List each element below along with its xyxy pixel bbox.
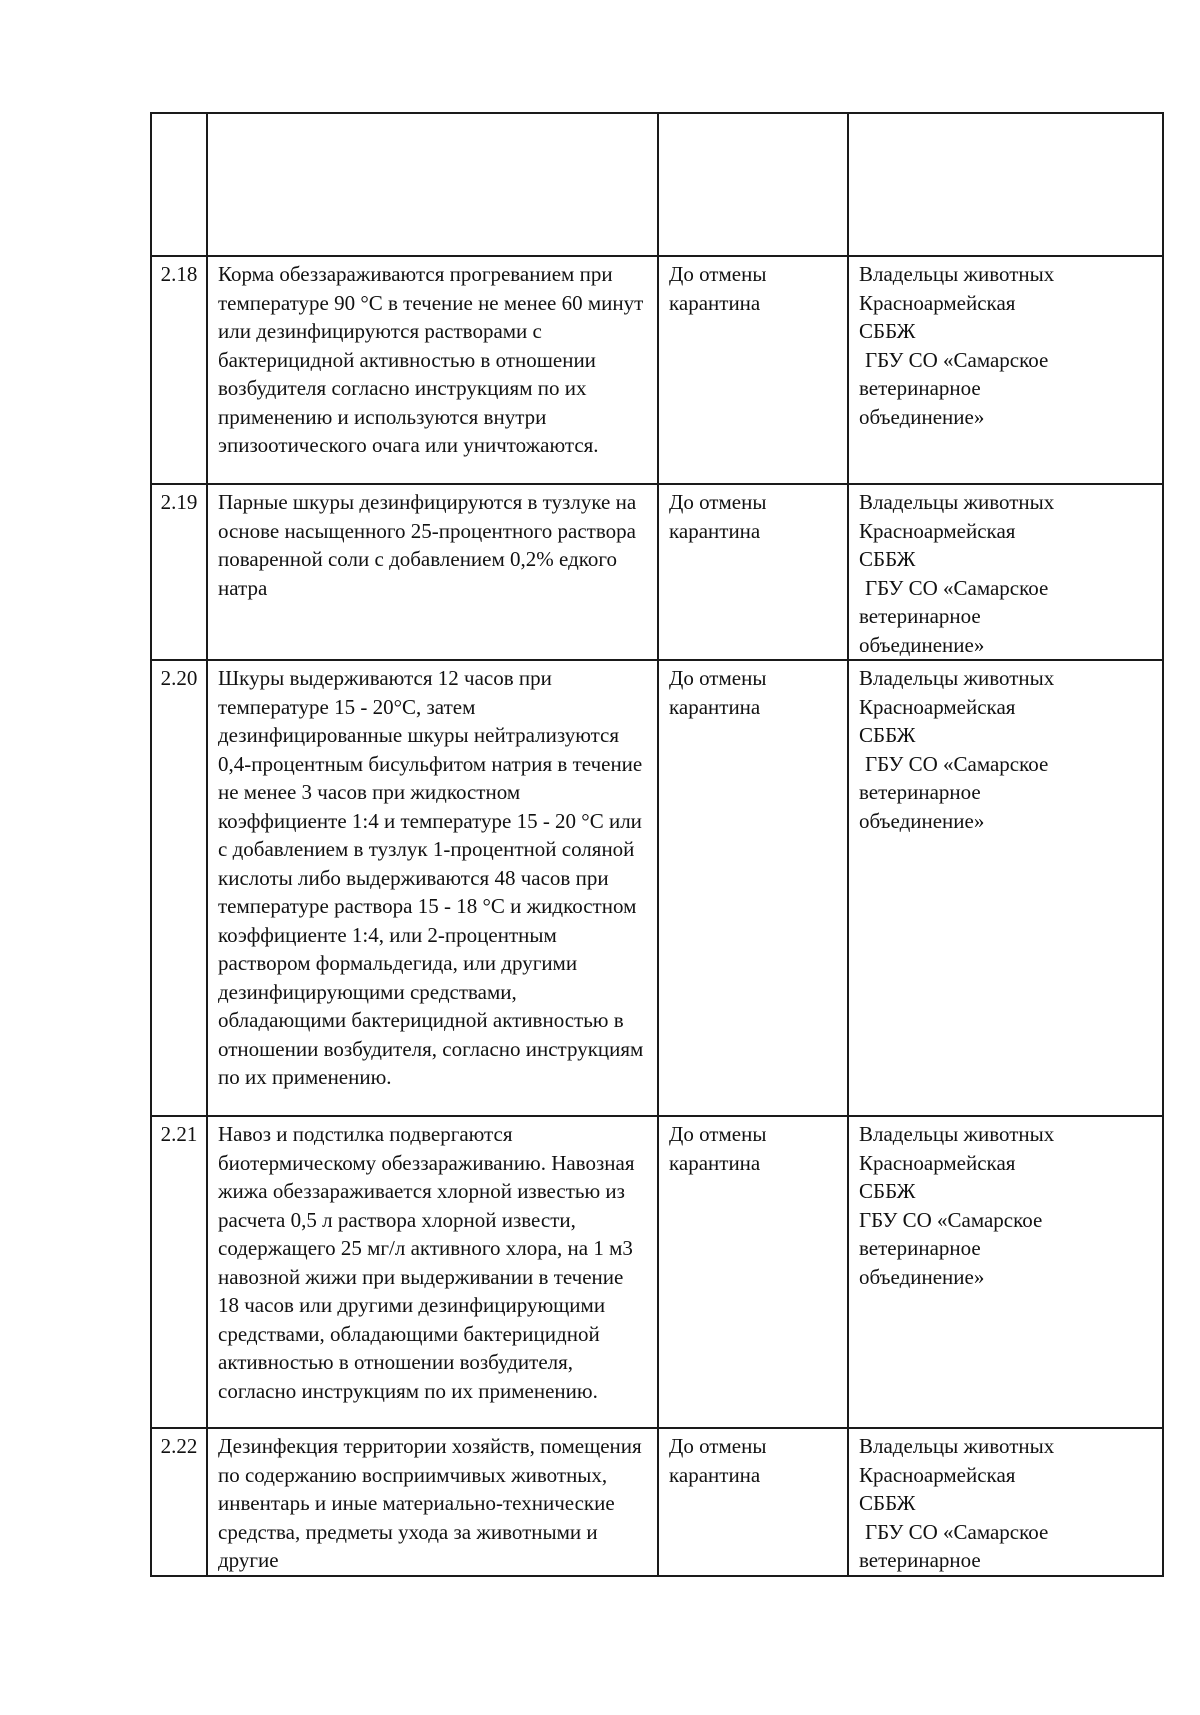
row-number: 2.18 xyxy=(160,262,198,286)
responsible-line: ветеринарное xyxy=(859,780,981,804)
measure-cell xyxy=(207,484,658,660)
measure-text: Шкуры выдерживаются 12 часов при температуре 15 - 20°С, затем дезинфицированные шкуры нейтрализуются 0,4-процентным бисульфитом натрия в течение не менее 3 часов при жидкостном коэффициенте 1:4 и температуре 15 - 20 °С или с добавлением в тузлук 1-процентной соляной кислоты либо выдерживаются 48 часов при температуре раствора 15 - 18 °С и жидкостном коэффициенте 1:4, или 2-процентным раствором формальдегида, или другими дезинфицирующими средствами, обладающими бактерицидной активностью в отношении возбудителя, согласно инструкциям по их применению. xyxy=(218,666,644,1089)
number-cell xyxy=(151,113,207,256)
row-number: 2.19 xyxy=(160,490,198,514)
responsible-line: Красноармейская xyxy=(859,694,1016,719)
number-cell xyxy=(151,1116,207,1428)
number-cell xyxy=(151,660,207,1116)
responsible-line: Владельцы животных xyxy=(859,666,1055,690)
responsible-line: Владельцы животных xyxy=(859,1434,1055,1458)
row-number: 2.20 xyxy=(160,666,198,690)
term-cell xyxy=(658,484,848,660)
responsible-cell xyxy=(848,1428,1163,1576)
table-row-empty xyxy=(151,113,1163,256)
responsible-line: ГБУ СО «Самарское xyxy=(859,1207,1043,1232)
measure-cell xyxy=(207,1116,658,1428)
responsible-cell xyxy=(848,1116,1163,1428)
responsible-line: Красноармейская xyxy=(859,290,1016,315)
responsible-cell xyxy=(848,113,1163,256)
responsible-line: ветеринарное xyxy=(859,604,981,628)
measure-text: Корма обеззараживаются прогреванием при температуре 90 °С в течение не менее 60 минут или дезинфицируются растворами с бактерицидной активностью в отношении возбудителя согласно инструкциям по их применению и используются внутри эпизоотического очага или уничтожаются. xyxy=(218,262,644,457)
responsible-line: СББЖ xyxy=(859,319,916,343)
responsible-line: объединение» xyxy=(859,1264,985,1289)
responsible-line: ГБУ СО «Самарское xyxy=(865,575,1049,600)
table-row xyxy=(151,660,1163,1116)
responsible-line: СББЖ xyxy=(859,1179,916,1203)
table-row xyxy=(151,1116,1163,1428)
row-number: 2.21 xyxy=(160,1122,198,1146)
number-cell xyxy=(151,1428,207,1576)
measure-text: Навоз и подстилка подвергаются биотермическому обеззараживанию. Навозная жижа обеззараживается хлорной известью из расчета 0,5 л раствора хлорной извести, содержащего 25 мг/л активного хлора, на 1 м3 навозной жижи при выдерживании в течение 18 часов или другими дезинфицирующими средствами, обладающими бактерицидной активностью в отношении возбудителя, согласно инструкциям по их применению. xyxy=(218,1122,635,1403)
responsible-line: ветеринарное xyxy=(859,1548,981,1572)
row-number: 2.22 xyxy=(160,1434,198,1458)
responsible-line: Владельцы животных xyxy=(859,1122,1055,1146)
measure-text: Дезинфекция территории хозяйств, помещения по содержанию восприимчивых животных, инвентарь и иные материально-технические средства, предметы ухода за животными и другие xyxy=(218,1434,642,1572)
responsible-line: объединение» xyxy=(859,632,985,657)
responsible-cell xyxy=(848,256,1163,484)
responsible-line: ветеринарное xyxy=(859,376,981,400)
table-row xyxy=(151,1428,1163,1576)
measures-table xyxy=(150,112,1164,1577)
term-text: До отмены карантина xyxy=(669,1434,767,1487)
measure-cell xyxy=(207,660,658,1116)
responsible-line: объединение» xyxy=(859,404,985,429)
measure-cell xyxy=(207,1428,658,1576)
term-cell xyxy=(658,1116,848,1428)
responsible-line: СББЖ xyxy=(859,547,916,571)
term-cell xyxy=(658,1428,848,1576)
responsible-line: ГБУ СО «Самарское xyxy=(865,1519,1049,1544)
responsible-cell xyxy=(848,660,1163,1116)
responsible-line: Красноармейская xyxy=(859,1150,1016,1175)
term-text: До отмены карантина xyxy=(669,666,767,719)
responsible-line: Владельцы животных xyxy=(859,262,1055,286)
term-cell xyxy=(658,113,848,256)
measure-cell xyxy=(207,256,658,484)
term-text: До отмены карантина xyxy=(669,262,767,315)
term-text: До отмены карантина xyxy=(669,490,767,543)
measure-text: Парные шкуры дезинфицируются в тузлуке на основе насыщенного 25-процентного раствора поваренной соли с добавлением 0,2% едкого натра xyxy=(218,490,637,600)
number-cell xyxy=(151,256,207,484)
responsible-line: ГБУ СО «Самарское xyxy=(865,751,1049,776)
responsible-line: СББЖ xyxy=(859,1491,916,1515)
term-cell xyxy=(658,660,848,1116)
responsible-line: ветеринарное xyxy=(859,1236,981,1260)
table-row xyxy=(151,256,1163,484)
table-row xyxy=(151,484,1163,660)
responsible-line: ГБУ СО «Самарское xyxy=(865,347,1049,372)
responsible-line: Красноармейская xyxy=(859,518,1016,543)
responsible-line: Красноармейская xyxy=(859,1462,1016,1487)
measure-cell xyxy=(207,113,658,256)
responsible-line: объединение» xyxy=(859,808,985,833)
responsible-line: СББЖ xyxy=(859,723,916,747)
responsible-line: Владельцы животных xyxy=(859,490,1055,514)
term-cell xyxy=(658,256,848,484)
term-text: До отмены карантина xyxy=(669,1122,767,1175)
number-cell xyxy=(151,484,207,660)
responsible-cell xyxy=(848,484,1163,660)
